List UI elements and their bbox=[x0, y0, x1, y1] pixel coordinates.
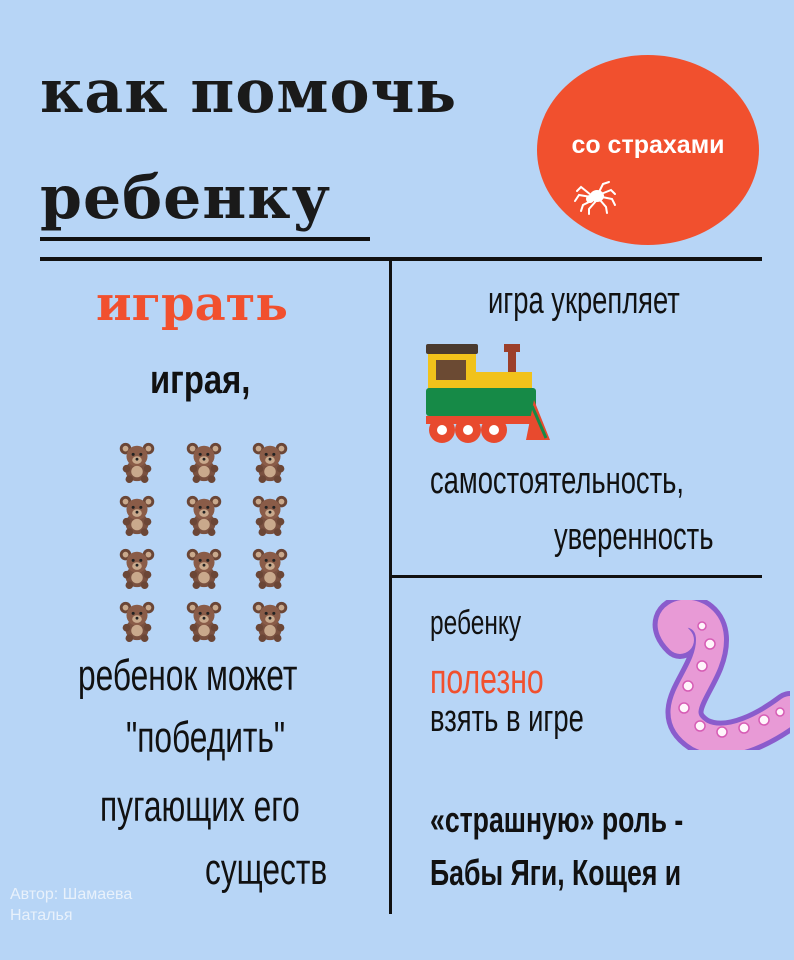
left-text-line-4: существ bbox=[205, 845, 328, 894]
title-underline bbox=[40, 237, 370, 241]
right-top-line-1: игра укрепляет bbox=[488, 280, 680, 322]
left-text-line-3: пугающих его bbox=[100, 782, 300, 831]
author-credit-line-1: Автор: Шамаева bbox=[10, 886, 133, 903]
teddy-bear-icon bbox=[182, 599, 226, 643]
column-divider bbox=[389, 261, 392, 914]
teddy-bear-icon bbox=[248, 599, 292, 643]
right-bottom-line-4: Бабы Яги, Кощея и bbox=[430, 852, 682, 893]
teddy-bear-icon bbox=[115, 546, 159, 590]
right-bottom-line-2: взять в игре bbox=[430, 698, 584, 740]
teddy-bear-icon bbox=[182, 440, 226, 484]
left-text-line-1: ребенок может bbox=[78, 651, 298, 700]
right-bottom-highlight: полезно bbox=[430, 655, 544, 702]
teddy-bear-icon bbox=[115, 493, 159, 537]
header-divider bbox=[40, 257, 762, 261]
tentacle-icon bbox=[640, 600, 790, 750]
teddy-bear-icon bbox=[115, 599, 159, 643]
right-bottom-line-1: ребенку bbox=[430, 604, 522, 642]
teddy-bear-icon bbox=[248, 546, 292, 590]
right-top-line-3: уверенность bbox=[554, 516, 714, 558]
right-top-line-2: самостоятельность, bbox=[430, 460, 685, 502]
topic-badge bbox=[537, 55, 759, 245]
toy-train-icon bbox=[422, 340, 554, 448]
badge-label: со страхами bbox=[571, 131, 725, 159]
spider-icon bbox=[573, 179, 617, 215]
left-heading: играть bbox=[96, 276, 288, 332]
teddy-bear-icon bbox=[182, 493, 226, 537]
teddy-bear-icon bbox=[248, 440, 292, 484]
right-bottom-line-3: «страшную» роль - bbox=[430, 799, 684, 840]
teddy-bear-icon bbox=[115, 440, 159, 484]
left-text-line-2: "победить" bbox=[126, 713, 286, 762]
title-line-2: ребенку bbox=[40, 163, 331, 233]
right-divider bbox=[392, 575, 762, 578]
teddy-bear-icon bbox=[248, 493, 292, 537]
teddy-bear-icon bbox=[182, 546, 226, 590]
title-line-1: как помочь bbox=[40, 57, 458, 127]
left-subheading: играя, bbox=[150, 358, 251, 402]
author-credit-line-2: Наталья bbox=[10, 907, 73, 924]
